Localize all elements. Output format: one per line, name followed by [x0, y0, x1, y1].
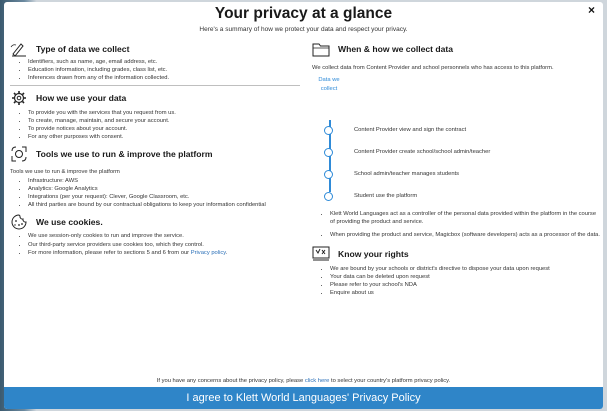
- cookie-icon: [10, 214, 28, 230]
- list-item: • Your data can be deleted upon request: [330, 273, 602, 281]
- left-column: [10, 40, 300, 257]
- pen-writing-icon: [10, 41, 28, 57]
- section-heading: Tools we use to run & improve the platform: [36, 149, 213, 160]
- privacy-policy-link[interactable]: Privacy policy: [190, 249, 226, 256]
- list-item: • Klett World Languages act as a controller of the personal data provided within the platform in the course of providing the product and service.: [330, 210, 602, 226]
- section-data-types: [10, 40, 300, 86]
- section-heading: How we use your data: [36, 92, 127, 103]
- list-item: • Integrations (per your request): Clever, Google Classroom, etc.: [28, 193, 300, 201]
- section-heading: We use cookies.: [36, 217, 103, 228]
- footer-note: [4, 378, 603, 384]
- timeline-step: Student use the platform: [354, 193, 418, 200]
- list-item: • Enquire about us: [330, 289, 602, 297]
- timeline-step: Content Provider view and sign the contract: [354, 127, 467, 134]
- list-item: • We use session-only cookies to run and improve the service.: [28, 232, 300, 240]
- section-data-use: [10, 89, 300, 142]
- list-item: • All third parties are bound by our contractual obligations to keep your information confidential: [28, 201, 300, 209]
- section-tools: [10, 145, 300, 209]
- timeline-node: [324, 126, 333, 135]
- user-tools-icon: [10, 146, 28, 162]
- list-item: • Our third-party service providers use cookies too, which they control.: [28, 241, 300, 249]
- list-item: • Identifiers, such as name, age, email address, etc.: [28, 58, 300, 66]
- data-collection-timeline: [312, 76, 602, 208]
- divider: [10, 85, 300, 86]
- modal-subtitle: Here's a summary of how we protect your data and respect your privacy.: [199, 26, 408, 33]
- gear-icon: [10, 90, 28, 106]
- section-heading: Type of data we collect: [36, 44, 130, 54]
- privacy-modal: [4, 2, 603, 409]
- country-policy-link[interactable]: click here: [304, 378, 330, 384]
- list-item: • We are bound by your schools or district's directive to dispose your data upon request: [330, 265, 602, 273]
- list-item: • When providing the product and service, Magicbox (software developers) acts as a processor of the data.: [330, 231, 602, 239]
- footer-note-text: to select your country's platform privacy policy.: [329, 378, 451, 384]
- folder-icon: [312, 41, 330, 57]
- timeline-node: [324, 170, 333, 179]
- timeline-node: [324, 148, 333, 157]
- section-intro: Tools we use to run & improve the platform: [10, 169, 120, 176]
- list-item: • For any other purposes with consent.: [28, 133, 300, 141]
- list-item: • Inferences drawn from any of the information collected.: [28, 74, 300, 82]
- timeline-top-label: Data we collect: [318, 77, 340, 93]
- list-item: • To create, manage, maintain, and secure your account.: [28, 117, 300, 125]
- section-rights: [312, 245, 602, 298]
- section-when-how: [312, 40, 602, 239]
- modal-title: Your privacy at a glance: [214, 5, 393, 22]
- checklist-icon: [312, 246, 330, 262]
- timeline-step: School admin/teacher manages students: [354, 171, 460, 178]
- list-item: • For more information, please refer to sections 5 and 6 from our Privacy policy.: [28, 249, 300, 257]
- section-paragraph: We collect data from Content Provider and school personnels who has access to this platform.: [312, 65, 554, 71]
- list-item: • Analytics: Google Analytics: [28, 185, 300, 193]
- agree-button[interactable]: I agree to Klett World Languages' Privacy Policy: [4, 387, 603, 409]
- list-item: • To provide you with the services that you request from us.: [28, 109, 300, 117]
- section-cookies: [10, 213, 300, 257]
- footer-note-text: If you have any concerns about the privacy policy, please: [156, 378, 305, 384]
- timeline-node: [324, 192, 333, 201]
- list-item: • To provide notices about your account.: [28, 125, 300, 133]
- close-button[interactable]: ×: [587, 3, 595, 17]
- list-item: • Please refer to your school's NDA: [330, 281, 602, 289]
- list-item: • Infrastructure: AWS: [28, 177, 300, 185]
- cookies-more-info-text: For more information, please refer to sections 5 and 6 from our: [28, 249, 191, 256]
- right-column: [312, 40, 602, 298]
- section-heading: Know your rights: [338, 248, 409, 259]
- list-item: • Education information, including grades, class list, etc.: [28, 66, 300, 74]
- section-heading: When & how we collect data: [338, 44, 454, 54]
- timeline-step: Content Provider create school/school admin/teacher: [354, 149, 491, 156]
